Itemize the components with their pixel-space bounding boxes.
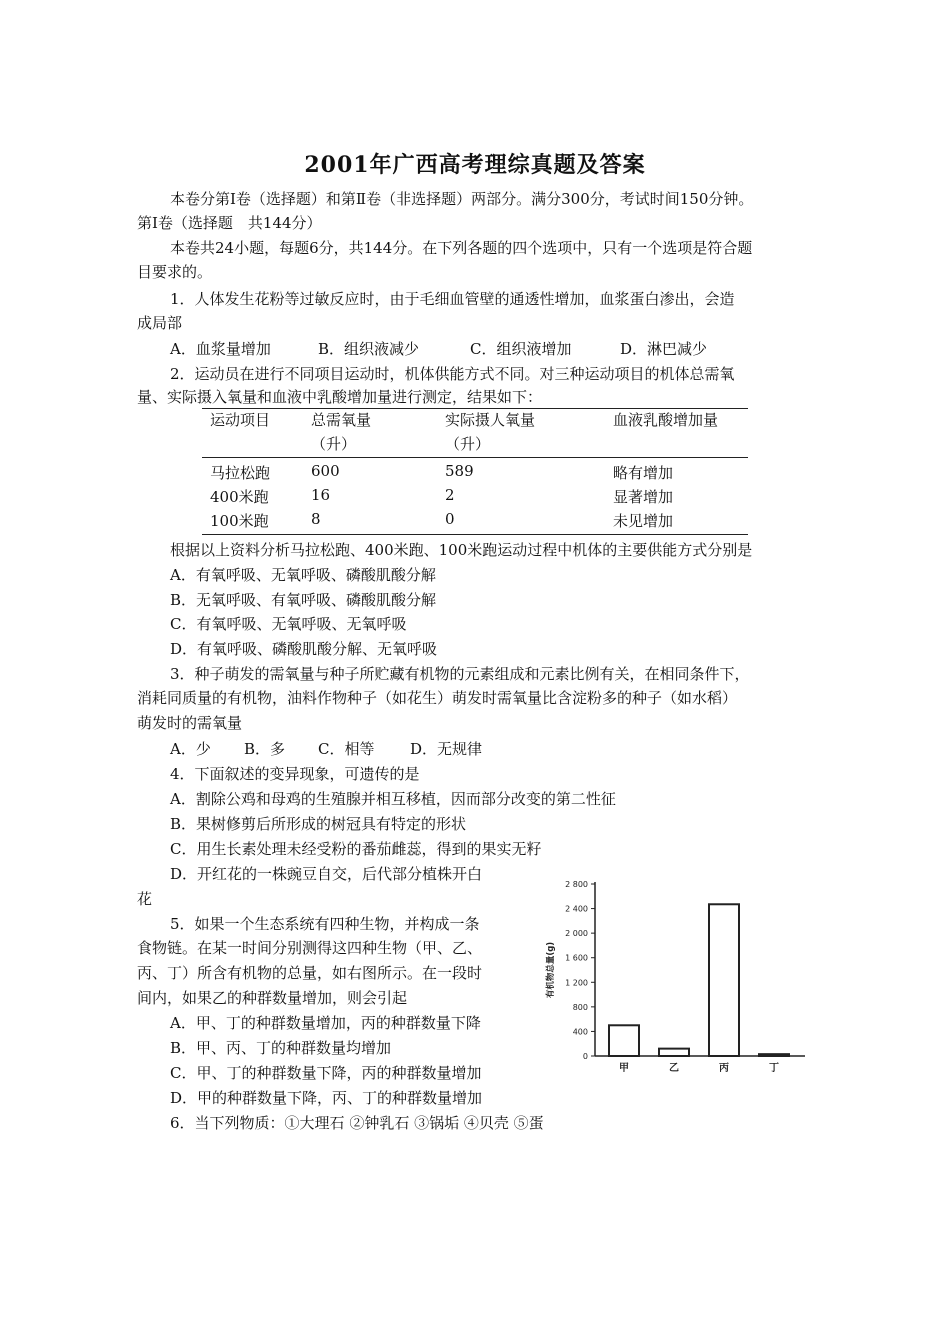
table-cell: 显著增加 [613, 488, 674, 506]
y-axis-label: 有机物总量(g) [546, 941, 556, 999]
q3-stem: 3．种子萌发的需氧量与种子所贮藏有机物的元素组成和元素比例有关，在相同条件下， [170, 665, 750, 683]
y-tick-label: 800 [572, 1002, 588, 1012]
q1-option-c: C．组织液增加 [470, 340, 572, 358]
q2-option-a: A．有氧呼吸、无氧呼吸、磷酸肌酸分解 [170, 566, 436, 584]
q1-stem: 1．人体发生花粉等过敏反应时，由于毛细血管壁的通透性增加，血浆蛋白渗出，会造 [170, 290, 735, 308]
q5-stem: 5．如果一个生态系统有四种生物，并构成一条 [170, 915, 480, 933]
section-heading: 第Ⅰ卷（选择题 共144分） [137, 214, 322, 232]
y-tick-label: 400 [572, 1027, 588, 1037]
table-cell: 16 [311, 486, 331, 504]
table-subheader [605, 433, 748, 458]
x-tick-label: 丙 [719, 1063, 729, 1074]
table-cell: 8 [303, 510, 437, 535]
table-subheader: （升） [303, 433, 437, 458]
q2-stem-cont: 量、实际摄入氧量和血液中乳酸增加量进行测定，结果如下： [137, 388, 543, 406]
table-row [202, 458, 748, 487]
q1-options [170, 337, 707, 361]
q4-option-a: A．割除公鸡和母鸡的生殖腺并相互移植，因而部分改变的第二性征 [170, 790, 616, 808]
oxygen-data-table [202, 408, 748, 535]
y-tick-label: 2 400 [565, 904, 588, 914]
table-row [202, 510, 748, 535]
q2-stem: 2．运动员在进行不同项目运动时，机体供能方式不同。对三种运动项目的机体总需氧 [170, 365, 735, 383]
table-cell: 100米跑 [202, 510, 303, 535]
table-cell: 600 [311, 462, 340, 480]
q6-stem: 6．当下列物质：①大理石 ②钟乳石 ③锅垢 ④贝壳 ⑤蛋 [170, 1114, 544, 1132]
table-cell: 400米跑 [210, 488, 269, 506]
bar [759, 1054, 789, 1056]
table-subheader [202, 433, 303, 458]
q3-option-a: A．少 [170, 740, 211, 758]
x-tick-label: 甲 [619, 1063, 629, 1074]
table-cell: 未见增加 [605, 510, 748, 535]
q5-option-a: A．甲、丁的种群数量增加，丙的种群数量下降 [170, 1014, 481, 1032]
table-header: 实际摄人氧量 [437, 409, 605, 434]
q3-option-d: D．无规律 [410, 740, 483, 758]
q5-stem-cont: 间内，如果乙的种群数量增加，则会引起 [137, 989, 408, 1007]
instructions: 本卷共24小题，每题6分，共144分。在下列各题的四个选项中，只有一个选项是符合题 [170, 239, 753, 257]
q1-option-a: A．血浆量增加 [170, 340, 271, 358]
q5-option-c: C．甲、丁的种群数量下降，丙的种群数量增加 [170, 1064, 482, 1082]
bar [609, 1025, 639, 1056]
y-tick-label: 0 [582, 1052, 588, 1061]
table-header: 血液乳酸增加量 [605, 409, 748, 434]
q3-option-c: C．相等 [318, 740, 375, 758]
table-cell: 2 [445, 486, 455, 504]
q3-options [170, 737, 482, 761]
y-tick-label: 1 600 [565, 953, 588, 963]
bar [709, 904, 739, 1056]
q3-option-b: B．多 [244, 740, 286, 758]
table-row [202, 486, 748, 510]
q2-question: 根据以上资料分析马拉松跑、400米跑、100米跑运动过程中机体的主要供能方式分别是 [170, 541, 753, 559]
y-tick-label: 2 000 [565, 929, 588, 939]
page-title: 2001年广西高考理综真题及答案 [304, 152, 646, 178]
intro-line: 本卷分第Ⅰ卷（选择题）和第Ⅱ卷（非选择题）两部分。满分300分，考试时间150分钟。 [170, 190, 754, 208]
q4-stem: 4．下面叙述的变异现象，可遗传的是 [170, 765, 420, 783]
table-cell: 589 [445, 462, 474, 480]
x-tick-label: 乙 [669, 1063, 679, 1074]
q4-option-b: B．果树修剪后所形成的树冠具有特定的形状 [170, 815, 467, 833]
table-cell: 马拉松跑 [210, 464, 271, 482]
organic-matter-bar-chart [540, 872, 810, 1082]
q5-option-d: D．甲的种群数量下降，丙、丁的种群数量增加 [170, 1089, 483, 1107]
q3-stem-cont: 消耗同质量的有机物，油料作物种子（如花生）萌发时需氧量比含淀粉多的种子（如水稻） [137, 689, 738, 707]
table-header: 总需氧量 [303, 409, 437, 434]
y-tick-label: 1 200 [565, 978, 588, 988]
instructions-cont: 目要求的。 [137, 263, 213, 281]
y-tick-label: 2 800 [565, 880, 588, 889]
q4-option-c: C．用生长素处理未经受粉的番茄雌蕊，得到的果实无籽 [170, 840, 542, 858]
q1-option-d: D．淋巴减少 [620, 340, 708, 358]
q5-stem-cont: 丙、丁）所含有机物的总量，如右图所示。在一段时 [137, 964, 483, 982]
bar [659, 1049, 689, 1056]
table-cell: 略有增加 [613, 464, 674, 482]
table-header: 运动项目 [202, 409, 303, 434]
q5-option-b: B．甲、丙、丁的种群数量均增加 [170, 1039, 392, 1057]
q2-option-c: C．有氧呼吸、无氧呼吸、无氧呼吸 [170, 615, 407, 633]
table-subheader: （升） [437, 433, 605, 458]
q2-option-b: B．无氧呼吸、有氧呼吸、磷酸肌酸分解 [170, 591, 437, 609]
q5-stem-cont: 食物链。在某一时间分别测得这四种生物（甲、乙、 [137, 939, 483, 957]
q1-option-b: B．组织液减少 [318, 340, 420, 358]
q3-stem-cont: 萌发时的需氧量 [137, 714, 243, 732]
q4-option-d-cont: 花 [137, 890, 153, 908]
q1-stem-cont: 成局部 [137, 314, 183, 332]
q2-option-d: D．有氧呼吸、磷酸肌酸分解、无氧呼吸 [170, 640, 438, 658]
q4-option-d: D．开红花的一株豌豆自交，后代部分植株开白 [170, 865, 483, 883]
x-tick-label: 丁 [769, 1063, 779, 1074]
table-cell: 0 [437, 510, 605, 535]
